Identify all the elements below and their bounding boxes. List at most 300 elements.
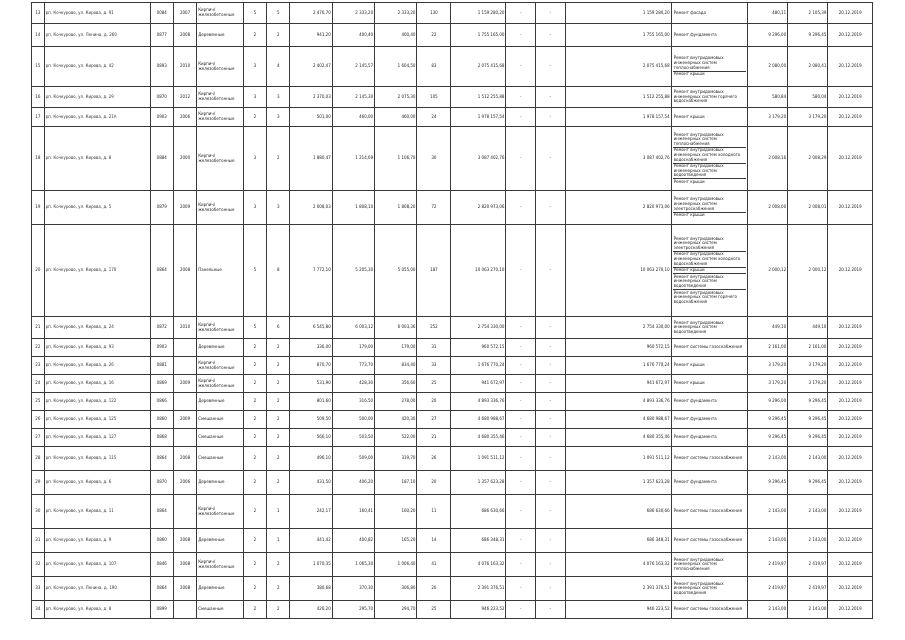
code-cell: 0864 [150, 495, 173, 529]
total-cost-cell: 1 159 280,20 [565, 3, 671, 24]
row-number: 20 [32, 225, 45, 317]
wall-material-cell: Кирпич/ железобетонные [197, 47, 244, 87]
residents-cell: 33 [417, 357, 451, 375]
deadline-cell: 20.12.2019 [828, 471, 873, 495]
living-area-cell: 160,41 [332, 495, 374, 529]
table-body [32, 3, 873, 619]
address-cell: рп. Кочкурово, ул. Кирова, д. 5 [44, 191, 150, 225]
work-item: Ремонт фундамента [673, 31, 717, 37]
work-item: Ремонт внутридомовых инженерных систем горячего водоснабжения [673, 89, 737, 104]
fund-cell-a: - [506, 601, 536, 619]
work-item: Ремонт фундамента [673, 416, 717, 422]
address-cell: рп. Кочкурово, ул. Кирова, д. 21А [44, 108, 150, 127]
floors-cell: 2 [243, 495, 266, 529]
table-row [32, 411, 873, 429]
entrances-cell: 1 [267, 495, 290, 529]
max-unit-cost-cell: 580,04 [788, 87, 828, 108]
unit-cost-cell: 2 143,00 [747, 495, 787, 529]
cost-cell: 2 391 376,51 [451, 577, 506, 601]
wall-material-cell: Панельные [197, 225, 244, 317]
total-area-cell: 509,50 [290, 411, 332, 429]
row-number: 13 [32, 3, 45, 24]
row-number: 14 [32, 24, 45, 47]
deadline-cell: 20.12.2019 [828, 225, 873, 317]
residential-area-cell: 2 075,30 [375, 87, 417, 108]
residents-cell: 105 [417, 87, 451, 108]
work-item: Ремонт системы газоснабжения [673, 344, 742, 350]
cost-cell: 2 820 973,06 [451, 191, 506, 225]
fund-cell-a: - [506, 24, 536, 47]
deadline-cell: 20.12.2019 [828, 339, 873, 357]
entrances-cell: 2 [267, 357, 290, 375]
fund-cell-a: - [506, 3, 536, 24]
work-item: Ремонт внутридомовых инженерных систем водоотведения [673, 580, 724, 595]
cost-cell: 10 063 270,10 [451, 225, 506, 317]
unit-cost-cell: 9 296,45 [747, 411, 787, 429]
year-cell: 2009 [173, 411, 196, 429]
works-cell [671, 577, 747, 601]
fund-cell-a: - [506, 429, 536, 447]
cost-cell: 2 754 330,00 [451, 317, 506, 339]
residential-area-cell: 160,20 [375, 495, 417, 529]
max-unit-cost-cell: 2 143,00 [788, 495, 828, 529]
code-cell: 0899 [150, 601, 173, 619]
fund-cell-b: - [536, 339, 566, 357]
unit-cost-cell: 3 179,20 [747, 375, 787, 393]
work-item: Ремонт крыши [673, 212, 705, 218]
max-unit-cost-cell: 2 419,97 [788, 553, 828, 577]
address-cell: рп. Кочкурово, ул. Кирова, д. 24 [44, 317, 150, 339]
work-item: Ремонт крыши [673, 380, 705, 386]
fund-cell-a: - [506, 471, 536, 495]
works-cell [671, 529, 747, 553]
code-cell: 0893 [150, 47, 173, 87]
deadline-cell: 20.12.2019 [828, 3, 873, 24]
living-area-cell: 428,30 [332, 375, 374, 393]
entrances-cell: 2 [267, 471, 290, 495]
work-item: Ремонт внутридомовых инженерных систем горячего водоснабжения [673, 289, 737, 304]
cost-cell: 686 348,31 [451, 529, 506, 553]
row-number: 15 [32, 47, 45, 87]
year-cell: 2012 [173, 87, 196, 108]
floors-cell: 2 [243, 429, 266, 447]
max-unit-cost-cell: 9 296,45 [788, 393, 828, 411]
address-cell: рп. Кочкурово, ул. Кирова, д. 42 [44, 47, 150, 87]
residents-cell: 83 [417, 47, 451, 87]
total-area-cell: 801,60 [290, 393, 332, 411]
deadline-cell: 20.12.2019 [828, 357, 873, 375]
work-item: Ремонт крыши [673, 178, 705, 184]
fund-cell-b: - [536, 411, 566, 429]
max-unit-cost-cell: 2 105,39 [788, 3, 828, 24]
total-area-cell: 426,20 [290, 601, 332, 619]
total-cost-cell: 4 680 988,67 [565, 411, 671, 429]
work-item: Ремонт внутридомовых инженерных систем электроснабжения [673, 197, 746, 213]
deadline-cell: 20.12.2019 [828, 191, 873, 225]
max-unit-cost-cell: 9 296,45 [788, 471, 828, 495]
year-cell: 2008 [173, 529, 196, 553]
cost-cell: 941 672,97 [451, 375, 506, 393]
fund-cell-b: - [536, 577, 566, 601]
entrances-cell: 2 [267, 375, 290, 393]
year-cell [173, 495, 196, 529]
address-cell: рп. Кочкурово, ул. Кирова, д. 93 [44, 339, 150, 357]
year-cell: 2000 [173, 127, 196, 191]
max-unit-cost-cell: 2 080,41 [788, 47, 828, 87]
floors-cell: 2 [243, 411, 266, 429]
total-area-cell: 336,00 [290, 339, 332, 357]
table-row [32, 553, 873, 577]
floors-cell: 2 [243, 24, 266, 47]
floors-cell: 3 [243, 191, 266, 225]
total-area-cell: 2 402,47 [290, 47, 332, 87]
fund-cell-b: - [536, 108, 566, 127]
unit-cost-cell: 9 296,00 [747, 393, 787, 411]
row-number: 17 [32, 108, 45, 127]
fund-cell-b: - [536, 393, 566, 411]
code-cell: 0868 [150, 429, 173, 447]
living-area-cell: 503,50 [332, 429, 374, 447]
entrances-cell: 2 [267, 429, 290, 447]
works-cell [671, 87, 747, 108]
row-number: 23 [32, 357, 45, 375]
table-row [32, 471, 873, 495]
total-cost-cell: 1 676 770,24 [565, 357, 671, 375]
residential-area-cell: 1 604,50 [375, 47, 417, 87]
deadline-cell: 20.12.2019 [828, 47, 873, 87]
works-cell [671, 393, 747, 411]
floors-cell: 2 [243, 577, 266, 601]
wall-material-cell: Кирпич/ железобетонные [197, 108, 244, 127]
address-cell: рп. Кочкурово, ул. Кирова, д. 107 [44, 553, 150, 577]
row-number: 21 [32, 317, 45, 339]
table-row [32, 3, 873, 24]
table-row [32, 225, 873, 317]
fund-cell-a: - [506, 339, 536, 357]
table-row [32, 447, 873, 471]
year-cell: 2008 [173, 447, 196, 471]
address-cell: рп. Кочкурово, ул. Ленина, д. 260 [44, 24, 150, 47]
code-cell: 0884 [150, 127, 173, 191]
entrances-cell: 2 [267, 447, 290, 471]
wall-material-cell: Кирпич/ железобетонные [197, 357, 244, 375]
residential-area-cell: 420,30 [375, 411, 417, 429]
year-cell: 2010 [173, 47, 196, 87]
row-number: 33 [32, 577, 45, 601]
work-item: Ремонт внутридомовых инженерных систем теплоснабжения [673, 56, 746, 72]
deadline-cell: 20.12.2019 [828, 87, 873, 108]
address-cell: рп. Кочкурово, ул. Кирова, д. 91 [44, 3, 150, 24]
total-cost-cell: 1 091 511,12 [565, 447, 671, 471]
floors-cell: 5 [243, 225, 266, 317]
code-cell: 0864 [150, 577, 173, 601]
max-unit-cost-cell: 2 143,00 [788, 529, 828, 553]
entrances-cell: 2 [267, 577, 290, 601]
unit-cost-cell: 2 419,97 [747, 577, 787, 601]
floors-cell: 5 [243, 317, 266, 339]
floors-cell: 2 [243, 393, 266, 411]
living-area-cell: 406,20 [332, 471, 374, 495]
work-item: Ремонт фасада [673, 9, 706, 15]
deadline-cell: 20.12.2019 [828, 529, 873, 553]
unit-cost-cell: 449,10 [747, 317, 787, 339]
floors-cell: 2 [243, 357, 266, 375]
wall-material-cell: Кирпич/ железобетонные [197, 87, 244, 108]
living-area-cell: 2 145,30 [332, 87, 374, 108]
residents-cell: 41 [417, 553, 451, 577]
fund-cell-b: - [536, 529, 566, 553]
row-number: 18 [32, 127, 45, 191]
work-item: Ремонт внутридомовых инженерных систем водоотведения [673, 319, 724, 334]
fund-cell-a: - [506, 317, 536, 339]
unit-cost-cell: 2 143,00 [747, 601, 787, 619]
address-cell: рп. Кочкурово, ул. Кирова, д. 9 [44, 529, 150, 553]
wall-material-cell: Кирпич/ железобетонные [197, 317, 244, 339]
max-unit-cost-cell: 2 143,00 [788, 447, 828, 471]
max-unit-cost-cell: 2 008,01 [788, 191, 828, 225]
works-cell [671, 429, 747, 447]
work-item: Ремонт системы газоснабжения [673, 508, 742, 514]
entrances-cell: 3 [267, 87, 290, 108]
year-cell: 2007 [173, 3, 196, 24]
total-area-cell: 6 545,80 [290, 317, 332, 339]
unit-cost-cell: 3 179,20 [747, 357, 787, 375]
unit-cost-cell: 2 143,00 [747, 529, 787, 553]
row-number: 34 [32, 601, 45, 619]
code-cell: 0860 [150, 411, 173, 429]
address-cell: рп. Кочкурово, ул. Кирова, д. 6 [44, 471, 150, 495]
works-cell [671, 225, 747, 317]
code-cell: 0870 [150, 471, 173, 495]
deadline-cell: 20.12.2019 [828, 375, 873, 393]
fund-cell-a: - [506, 447, 536, 471]
fund-cell-b: - [536, 447, 566, 471]
fund-cell-b: - [536, 24, 566, 47]
year-cell: 2009 [173, 191, 196, 225]
works-cell [671, 317, 747, 339]
row-number: 28 [32, 447, 45, 471]
address-cell: рп. Кочкурово, ул. Кирова, д. 115 [44, 447, 150, 471]
residential-area-cell: 460,00 [375, 108, 417, 127]
entrances-cell: 3 [267, 108, 290, 127]
address-cell: рп. Кочкурово, ул. Кирова, д. 29 [44, 87, 150, 108]
year-cell: 2006 [173, 471, 196, 495]
fund-cell-b: - [536, 553, 566, 577]
total-cost-cell: 686 630,66 [565, 495, 671, 529]
living-area-cell: 6 003,12 [332, 317, 374, 339]
residential-area-cell: 1 006,40 [375, 553, 417, 577]
residents-cell: 21 [417, 429, 451, 447]
wall-material-cell: Деревянные [197, 471, 244, 495]
cost-cell: 4 680 355,46 [451, 429, 506, 447]
row-number: 26 [32, 411, 45, 429]
fund-cell-b: - [536, 601, 566, 619]
total-cost-cell: 960 572,15 [565, 339, 671, 357]
entrances-cell: 2 [267, 411, 290, 429]
residents-cell: 25 [417, 601, 451, 619]
row-number: 19 [32, 191, 45, 225]
total-cost-cell: 10 063 270,10 [565, 225, 671, 317]
works-cell [671, 127, 747, 191]
total-area-cell: 870,70 [290, 357, 332, 375]
fund-cell-a: - [506, 225, 536, 317]
fund-cell-a: - [506, 108, 536, 127]
work-item: Ремонт крыши [673, 268, 746, 275]
wall-material-cell: Кирпич/ железобетонные [197, 127, 244, 191]
total-cost-cell: 946 223,52 [565, 601, 671, 619]
cost-cell: 1 512 255,88 [451, 87, 506, 108]
table-row [32, 529, 873, 553]
address-cell: рп. Кочкурово, ул. Кирова, д. 125 [44, 411, 150, 429]
work-item: Ремонт системы газоснабжения [673, 455, 742, 461]
floors-cell: 5 [243, 3, 266, 24]
residential-area-cell: 306,80 [375, 577, 417, 601]
residential-area-cell: 187,10 [375, 471, 417, 495]
floors-cell: 2 [243, 553, 266, 577]
residents-cell: 27 [417, 411, 451, 429]
address-cell: рп. Кочкурово, ул. Кирова, д. 11 [44, 495, 150, 529]
total-cost-cell: 2 754 330,00 [565, 317, 671, 339]
floors-cell: 2 [243, 601, 266, 619]
table-row [32, 191, 873, 225]
max-unit-cost-cell: 9 296,45 [788, 24, 828, 47]
living-area-cell: 295,70 [332, 601, 374, 619]
unit-cost-cell: 2 419,97 [747, 553, 787, 577]
total-area-cell: 2 008,03 [290, 191, 332, 225]
residential-area-cell: 1 106,70 [375, 127, 417, 191]
residential-area-cell: 522,00 [375, 429, 417, 447]
total-cost-cell: 2 820 973,06 [565, 191, 671, 225]
unit-cost-cell: 480,11 [747, 3, 787, 24]
cost-cell: 3 087 402,76 [451, 127, 506, 191]
address-cell: рп. Кочкурово, ул. Кирова, д. 8 [44, 127, 150, 191]
code-cell: 0864 [150, 447, 173, 471]
residents-cell: 31 [417, 339, 451, 357]
deadline-cell: 20.12.2019 [828, 495, 873, 529]
table-row [32, 375, 873, 393]
year-cell: 2008 [173, 24, 196, 47]
total-area-cell: 566,10 [290, 429, 332, 447]
residential-area-cell: 5 055,00 [375, 225, 417, 317]
living-area-cell: 773,70 [332, 357, 374, 375]
year-cell: 2008 [173, 553, 196, 577]
unit-cost-cell: 3 179,20 [747, 108, 787, 127]
deadline-cell: 20.12.2019 [828, 108, 873, 127]
total-cost-cell: 1 978 157,54 [565, 108, 671, 127]
code-cell: 0846 [150, 553, 173, 577]
fund-cell-b: - [536, 3, 566, 24]
code-cell: 0864 [150, 225, 173, 317]
fund-cell-a: - [506, 191, 536, 225]
works-cell [671, 411, 747, 429]
code-cell: 0881 [150, 357, 173, 375]
works-cell [671, 447, 747, 471]
max-unit-cost-cell: 2 000,12 [788, 225, 828, 317]
deadline-cell: 20.12.2019 [828, 577, 873, 601]
floors-cell: 2 [243, 447, 266, 471]
living-area-cell: 370,30 [332, 577, 374, 601]
total-cost-cell: 1 755 165,00 [565, 24, 671, 47]
cost-cell: 1 755 165,00 [451, 24, 506, 47]
residential-area-cell: 1 808,20 [375, 191, 417, 225]
wall-material-cell: Смешанные [197, 447, 244, 471]
total-area-cell: 496,10 [290, 447, 332, 471]
work-item: Ремонт системы газоснабжения [673, 606, 742, 612]
works-cell [671, 553, 747, 577]
row-number: 16 [32, 87, 45, 108]
wall-material-cell: Деревянные [197, 24, 244, 47]
residential-area-cell: 6 003,36 [375, 317, 417, 339]
deadline-cell: 20.12.2019 [828, 411, 873, 429]
residents-cell: 22 [417, 24, 451, 47]
fund-cell-a: - [506, 47, 536, 87]
table-row [32, 24, 873, 47]
address-cell: рп. Кочкурово, ул. Ленина, д. 190 [44, 577, 150, 601]
address-cell: рп. Кочкурово, ул. Кирова, д. 170 [44, 225, 150, 317]
entrances-cell: 2 [267, 393, 290, 411]
fund-cell-b: - [536, 47, 566, 87]
total-area-cell: 380,68 [290, 577, 332, 601]
living-area-cell: 2 333,20 [332, 3, 374, 24]
work-item: Ремонт фундамента [673, 398, 717, 404]
total-area-cell: 1 070,35 [290, 553, 332, 577]
table-row [32, 87, 873, 108]
fund-cell-a: - [506, 495, 536, 529]
works-cell [671, 3, 747, 24]
table-row [32, 108, 873, 127]
floors-cell: 2 [243, 529, 266, 553]
residents-cell: 24 [417, 108, 451, 127]
address-cell: рп. Кочкурово, ул. Кирова, д. 122 [44, 393, 150, 411]
max-unit-cost-cell: 3 179,20 [788, 108, 828, 127]
wall-material-cell: Деревянные [197, 529, 244, 553]
work-item: Ремонт фундамента [673, 479, 717, 485]
max-unit-cost-cell: 2 143,00 [788, 601, 828, 619]
address-cell: рп. Кочкурово, ул. Кирова, д. 16 [44, 375, 150, 393]
max-unit-cost-cell: 3 179,20 [788, 357, 828, 375]
wall-material-cell: Кирпич/ железобетонные [197, 191, 244, 225]
total-cost-cell: 1 512 255,88 [565, 87, 671, 108]
row-number: 29 [32, 471, 45, 495]
max-unit-cost-cell: 2 161,00 [788, 339, 828, 357]
work-item: Ремонт внутридомовых инженерных систем водоотведения [673, 274, 746, 290]
works-cell [671, 357, 747, 375]
residential-area-cell: 400,40 [375, 24, 417, 47]
fund-cell-b: - [536, 127, 566, 191]
code-cell: 0860 [150, 529, 173, 553]
living-area-cell: 509,00 [332, 447, 374, 471]
wall-material-cell: Деревянные [197, 339, 244, 357]
housing-repair-table [31, 2, 873, 619]
work-item: Ремонт крыши [673, 71, 705, 77]
row-number: 27 [32, 429, 45, 447]
work-item: Ремонт внутридомовых инженерных систем холодного водоснабжения [673, 148, 746, 164]
fund-cell-b: - [536, 317, 566, 339]
deadline-cell: 20.12.2019 [828, 127, 873, 191]
works-cell [671, 108, 747, 127]
works-cell [671, 601, 747, 619]
fund-cell-b: - [536, 495, 566, 529]
total-area-cell: 7 772,10 [290, 225, 332, 317]
max-unit-cost-cell: 2 419,97 [788, 577, 828, 601]
residents-cell: 25 [417, 375, 451, 393]
deadline-cell: 20.12.2019 [828, 447, 873, 471]
row-number: 31 [32, 529, 45, 553]
row-number: 24 [32, 375, 45, 393]
total-cost-cell: 4 076 163,32 [565, 553, 671, 577]
address-cell: рп. Кочкурово, ул. Кирова, д. 26 [44, 357, 150, 375]
entrances-cell: 2 [267, 24, 290, 47]
